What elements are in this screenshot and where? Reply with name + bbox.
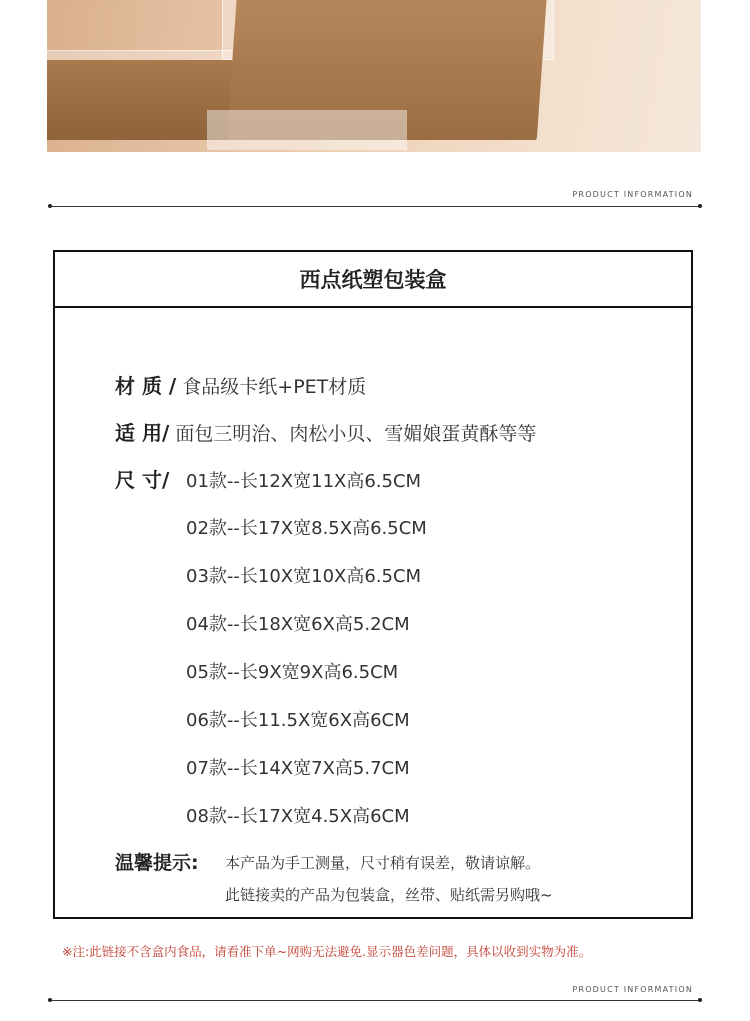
disclaimer-note: ※注:此链接不含盒内食品，请看准下单~网购无法避免.显示器色差问题，具体以收到实物为准。 [62, 944, 592, 959]
usage-row [115, 417, 536, 446]
tip-line-2: 此链接卖的产品为包装盒，丝带、贴纸需另购哦~ [225, 886, 553, 904]
size-row [115, 464, 169, 493]
size-item: 07款--长14X宽7X高5.7CM [186, 758, 410, 779]
size-label: 尺 寸/ [115, 468, 170, 492]
divider-dot-right [698, 204, 702, 208]
size-item: 01款--长12X宽11X高6.5CM [186, 471, 422, 492]
product-photo [47, 0, 701, 152]
usage-label: 适 用/ [115, 421, 170, 445]
clear-lid-reflection [207, 110, 407, 150]
header-divider [50, 206, 700, 207]
product-info-panel [53, 250, 693, 919]
size-item: 05款--长9X宽9X高6.5CM [186, 662, 399, 683]
footer-divider [50, 1000, 700, 1001]
section-header-label: PRODUCT INFORMATION [572, 190, 693, 199]
material-label: 材 质 / [115, 374, 177, 398]
material-row [115, 370, 366, 399]
panel-title: 西点纸塑包装盒 [55, 252, 691, 308]
footer-header-label: PRODUCT INFORMATION [572, 985, 693, 994]
tip-label: 温馨提示: [115, 852, 199, 874]
material-value: 食品级卡纸+PET材质 [176, 376, 367, 398]
divider-dot-left [48, 204, 52, 208]
size-item: 02款--长17X宽8.5X高6.5CM [186, 518, 427, 539]
tip-line-1: 本产品为手工测量，尺寸稍有误差，敬请谅解。 [225, 854, 541, 872]
footer-dot-right [698, 998, 702, 1002]
size-item: 03款--长10X宽10X高6.5CM [186, 566, 422, 587]
footer-dot-left [48, 998, 52, 1002]
size-item: 06款--长11.5X宽6X高6CM [186, 710, 410, 731]
size-item: 08款--长17X宽4.5X高6CM [186, 806, 410, 827]
usage-value: 面包三明治、肉松小贝、雪媚娘蛋黄酥等等 [169, 423, 537, 445]
size-item: 04款--长18X宽6X高5.2CM [186, 614, 410, 635]
